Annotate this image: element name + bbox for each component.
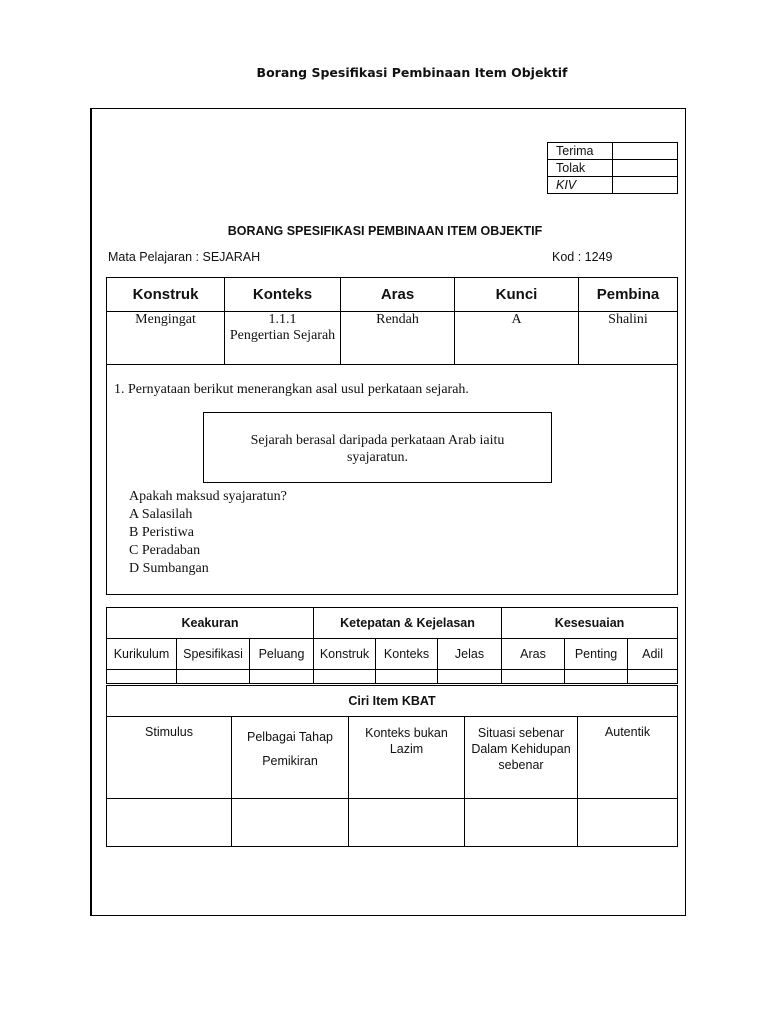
code-label: Kod : 1249 (552, 250, 613, 264)
kbat-score-situasi (465, 799, 578, 847)
spec-header-row (107, 278, 678, 312)
option-c: C Peradaban (129, 543, 201, 558)
konteks-topic: Pengertian Sejarah (229, 328, 336, 343)
spec-table (106, 277, 678, 365)
score-adil (628, 670, 678, 684)
cell-aras: Rendah (341, 312, 455, 365)
kbat-pemikiran (232, 717, 349, 799)
kbat-table (106, 685, 678, 847)
cell-pembina: Shalini (579, 312, 678, 365)
status-label-terima: Terima (548, 143, 613, 160)
kbat-title-row (107, 686, 678, 717)
criteria-peluang: Peluang (250, 639, 314, 670)
header-kunci: Kunci (455, 278, 579, 312)
criteria-spesifikasi: Spesifikasi (177, 639, 250, 670)
cell-konstruk: Mengingat (107, 312, 225, 365)
status-value-tolak (613, 160, 678, 177)
score-kurikulum (107, 670, 177, 684)
stimulus-box (203, 412, 552, 483)
score-jelas (438, 670, 502, 684)
score-konstruk (314, 670, 376, 684)
eval-score-row (107, 670, 678, 684)
header-pembina: Pembina (579, 278, 678, 312)
kbat-konteks: Konteks bukan Lazim (349, 717, 465, 799)
status-row-terima (548, 143, 678, 160)
group-kesesuaian: Kesesuaian (502, 608, 678, 639)
document-title: Borang Spesifikasi Pembinaan Item Objektif (256, 65, 568, 80)
option-b: B Peristiwa (129, 525, 194, 540)
evaluation-table (106, 607, 678, 684)
kbat-title: Ciri Item KBAT (107, 686, 678, 717)
option-a: A Salasilah (129, 507, 193, 522)
form-title: BORANG SPESIFIKASI PEMBINAAN ITEM OBJEKTIF (227, 224, 543, 238)
criteria-konteks: Konteks (376, 639, 438, 670)
status-label-tolak: Tolak (548, 160, 613, 177)
stimulus-line-2: syajaratun. (346, 450, 409, 465)
score-peluang (250, 670, 314, 684)
kbat-score-row (107, 799, 678, 847)
status-row-tolak (548, 160, 678, 177)
status-value-terima (613, 143, 678, 160)
score-konteks (376, 670, 438, 684)
kbat-score-konteks (349, 799, 465, 847)
question-body (129, 488, 287, 578)
kbat-autentik: Autentik (578, 717, 678, 799)
kbat-pemikiran-line-1: Pelbagai Tahap (247, 730, 333, 744)
question-stem: 1. Pernyataan berikut menerangkan asal usul perkataan sejarah. (114, 382, 469, 397)
criteria-konstruk: Konstruk (314, 639, 376, 670)
header-aras: Aras (341, 278, 455, 312)
stimulus-line-1: Sejarah berasal daripada perkataan Arab iaitu (250, 433, 505, 448)
konteks-code: 1.1.1 (268, 312, 297, 327)
cell-konteks (225, 312, 341, 365)
status-box (547, 142, 678, 194)
kbat-score-pemikiran (232, 799, 349, 847)
criteria-penting: Penting (565, 639, 628, 670)
header-konteks: Konteks (225, 278, 341, 312)
header-konstruk: Konstruk (107, 278, 225, 312)
criteria-kurikulum: Kurikulum (107, 639, 177, 670)
cell-kunci: A (455, 312, 579, 365)
score-penting (565, 670, 628, 684)
kbat-stimulus: Stimulus (107, 717, 232, 799)
eval-group-row (107, 608, 678, 639)
group-ketepatan: Ketepatan & Kejelasan (314, 608, 502, 639)
criteria-adil: Adil (628, 639, 678, 670)
spec-data-row (107, 312, 678, 365)
question-prompt: Apakah maksud syajaratun? (129, 489, 287, 504)
kbat-situasi: Situasi sebenar Dalam Kehidupan sebenar (465, 717, 578, 799)
group-keakuran: Keakuran (107, 608, 314, 639)
kbat-score-stimulus (107, 799, 232, 847)
eval-criteria-row (107, 639, 678, 670)
criteria-aras: Aras (502, 639, 565, 670)
subject-label: Mata Pelajaran : SEJARAH (108, 250, 261, 264)
score-spesifikasi (177, 670, 250, 684)
kbat-pemikiran-line-2: Pemikiran (262, 754, 318, 768)
kbat-criteria-row (107, 717, 678, 799)
kbat-score-autentik (578, 799, 678, 847)
option-d: D Sumbangan (129, 561, 209, 576)
score-aras (502, 670, 565, 684)
status-row-kiv (548, 177, 678, 194)
status-label-kiv: KIV (548, 177, 613, 194)
status-value-kiv (613, 177, 678, 194)
criteria-jelas: Jelas (438, 639, 502, 670)
